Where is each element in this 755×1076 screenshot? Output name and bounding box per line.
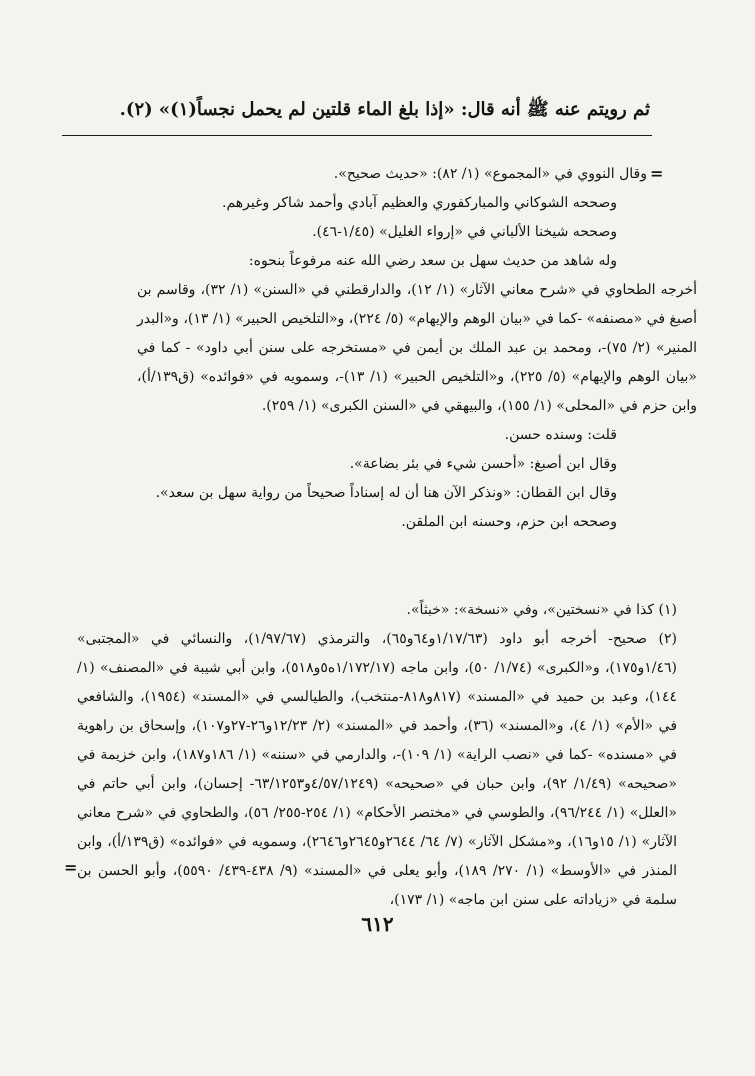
footnotes bbox=[77, 596, 707, 915]
footnote-line: وصححه ابن حزم، وحسنه ابن الملقن. bbox=[401, 514, 617, 530]
footnote-line: وصححه شيخنا الألباني في «إرواء الغليل» (١/٤٥-٤٦). bbox=[312, 224, 617, 240]
footnote-1: (١) كذا في «نسختين»، وفي «نسخة»: «خبثاً». bbox=[406, 602, 677, 618]
continuation-mark-bottom: = bbox=[64, 858, 78, 877]
main-text: ثم رويتم عنه ﷺ أنه قال: «إذا بلغ الماء قلتين لم يحمل نجساً(١)» (٢). bbox=[119, 99, 650, 120]
page-number: ٦١٢ bbox=[361, 912, 394, 936]
footnote-line: قلت: وسنده حسن. bbox=[504, 427, 617, 443]
footnote-line: وصححه الشوكاني والمباركفوري والعظيم آبادي وأحمد شاكر وغيرهم. bbox=[222, 195, 617, 211]
footnote-line: وقال النووي في «المجموع» (١/ ٨٢): «حديث صحيح». bbox=[333, 166, 647, 182]
footnote-continued bbox=[137, 160, 707, 537]
footnote-line: وقال ابن أصبغ: «أحسن شيء في بئر بضاعة». bbox=[349, 456, 617, 472]
footnote-separator bbox=[62, 135, 652, 136]
continuation-mark-top: = bbox=[650, 164, 664, 183]
footnote-2: (٢) صحيح- أخرجه أبو داود (١/١٧/٦٣و٦٤و٦٥)، والترمذي (١/٩٧/٦٧)، والنسائي في «المجتبى» (١/٤٦و١٧٥)، و«الكبرى» (١/٧٤/ ٥٠)، وابن ماجه (١/١٧٢/١٧ه٥و٥١٨)، وابن أبي شيبة في «المصنف» (١/ ١٤٤)، وعبد بن حميد في «المسند» (٨١٧و٨١٨-منتخب)، والطيالسي في «المسند» (١٩٥٤)، والشافعي في «الأم» (١/ ٤)، و«المسند» (٣٦)، وأحمد في «المسند» (٢/ ١٢/٢٣و٢٦-٢٧و١٠٧)، وإسحاق بن راهوية في «مسنده» -كما في «نصب الراية» (١/ ١٠٩)-، والدارمي في «سننه» (١/ ١٨٦و١٨٧)، وابن خزيمة في «صحيحه» (١/٤٩/ ٩٢)، وابن حبان في «صحيحه» (٤/٥٧/١٢٤٩و٦٣/١٢٥٣- إحسان)، وابن أبي حاتم في «العلل» (١/ ٩٦/٢٤٤)، والطوسي في «مختصر الأحكام» (١/ ٢٥٤-٢٥٥/ ٥٦)، والطحاوي في «شرح معاني الآثار» (١/ ١٥و١٦)، و«مشكل الآثار» (٧/ ٦٤/ ٢٦٤٤و٢٦٤٥و٢٦٤٦)، وسمويه في «فوائده» (ق١٣٩/أ)، وابن المنذر في «الأوسط» (١/ ٢٧٠/ ١٨٩)، وأبو يعلى في «المسند» (٩/ ٤٣٨-٤٣٩/ ٥٥٩٠)، وأبو الحسن بن سلمة في «زياداته على سنن ابن ماجه» (١/ ١٧٣)، bbox=[77, 631, 678, 908]
footnote-line: وله شاهد من حديث سهل بن سعد رضي الله عنه مرفوعاً بنحوه: bbox=[248, 253, 617, 269]
footnote-line: وقال ابن القطان: «ونذكر الآن هنا أن له إسناداً صحيحاً من رواية سهل بن سعد». bbox=[155, 485, 617, 501]
footnote-paragraph: أخرجه الطحاوي في «شرح معاني الآثار» (١/ ١٢)، والدارقطني في «السنن» (١/ ٣٢)، وقاسم بن أصبغ في «مصنفه» -كما في «بيان الوهم والإيهام» (٥/ ٢٢٤)، و«التلخيص الحبير» (١/ ١٣)، و«البدر المنير» (٢/ ٧٥)-، ومحمد بن عبد الملك بن أيمن في «مستخرجه على سنن أبي داود» - كما في «بيان الوهم والإيهام» (٥/ ٢٢٥)، و«التلخيص الحبير» (١/ ١٣)-، وسمويه في «فوائده» (ق١٣٩/أ)، وابن حزم في «المحلى» (١/ ١٥٥)، والبيهقي في «السنن الكبرى» (١/ ٢٥٩). bbox=[137, 282, 698, 414]
